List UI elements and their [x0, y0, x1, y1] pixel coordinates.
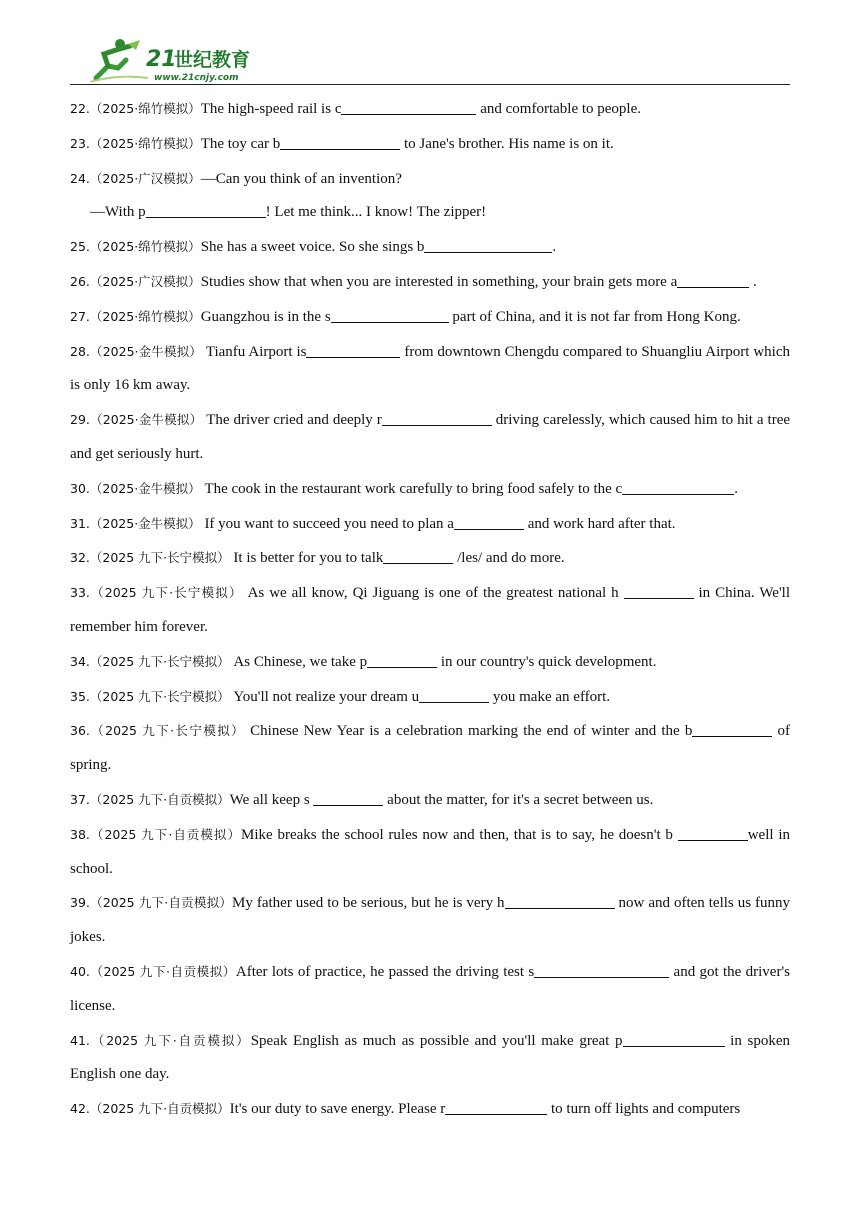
question-text: The cook in the restaurant work carefully to bring food safely to the c	[200, 480, 623, 497]
answer-blank[interactable]	[534, 963, 669, 978]
question-text: The driver cried and deeply r	[202, 412, 382, 429]
question-source: （2025·金牛模拟）	[89, 480, 201, 496]
question-source: （2025·金牛模拟）	[89, 412, 203, 428]
answer-blank[interactable]	[622, 480, 734, 495]
question-source: （2025 九下·自贡模拟）	[89, 1101, 230, 1117]
question-item	[70, 645, 790, 680]
question-item	[70, 783, 790, 818]
answer-blank[interactable]	[367, 653, 437, 668]
question-number: 41.	[70, 1032, 90, 1048]
question-source: （2025·金牛模拟）	[89, 343, 202, 359]
question-item	[70, 230, 790, 265]
question-source: （2025·绵竹模拟）	[89, 308, 201, 324]
question-text-after: and comfortable to people.	[476, 101, 642, 117]
answer-blank[interactable]	[505, 894, 615, 909]
question-source: （2025 九下·长宁模拟）	[89, 688, 230, 704]
question-source: （2025 九下·自贡模拟）	[89, 826, 241, 842]
question-source: （2025·绵竹模拟）	[89, 239, 201, 255]
question-item	[70, 541, 790, 576]
question-text: Tianfu Airport is	[201, 343, 307, 360]
question-text: After lots of practice, he passed the driving test s	[235, 963, 535, 980]
question-number: 32.	[70, 550, 90, 566]
question-text: Guangzhou is in the s	[200, 308, 331, 325]
question-text: We all keep s	[229, 791, 314, 808]
question-text: Speak English as much as possible and you'll make great p	[250, 1032, 623, 1049]
answer-blank[interactable]	[624, 584, 694, 599]
question-text: You'll not realize your dream u	[229, 688, 420, 705]
page-header	[70, 36, 790, 86]
question-item	[70, 403, 790, 472]
question-item	[70, 1092, 790, 1127]
question-text: She has a sweet voice. So she sings b	[200, 239, 425, 256]
question-text-after: .	[552, 239, 557, 256]
answer-blank[interactable]	[331, 308, 449, 323]
question-item	[70, 265, 790, 300]
question-item	[70, 507, 790, 542]
question-item	[70, 335, 790, 404]
question-list	[70, 92, 790, 1127]
svg-text:21: 21	[146, 47, 177, 72]
question-number: 30.	[70, 480, 90, 496]
question-source: （2025·绵竹模拟）	[89, 101, 201, 116]
question-text-after: well in school.	[70, 826, 790, 877]
question-text: It's our duty to save energy. Please r	[229, 1101, 446, 1118]
question-item	[70, 1024, 790, 1093]
header-rule	[70, 84, 790, 85]
question-text-after: /les/ and do more.	[453, 550, 565, 567]
question-number: 26.	[70, 273, 90, 289]
question-source: （2025 九下·自贡模拟）	[89, 791, 230, 807]
question-text-after: from downtown Chengdu compared to Shuangliu Airport which is only 16 km away.	[70, 343, 790, 394]
question-text-after: and work hard after that.	[523, 515, 676, 532]
question-item	[70, 127, 790, 162]
question-text-after: to Jane's brother. His name is on it.	[400, 135, 614, 152]
question-text-after: you make an effort.	[489, 688, 611, 705]
question-source: （2025 九下·长宁模拟）	[89, 550, 230, 566]
question-text: The high-speed rail is c	[200, 101, 342, 117]
svg-text:世纪教育: 世纪教育	[174, 49, 251, 71]
question-source: （2025 九下·长宁模拟）	[89, 585, 243, 601]
question-text-after: part of China, and it is not far from Hong Kong.	[448, 308, 741, 325]
question-source: （2025 九下·长宁模拟）	[89, 653, 230, 669]
question-text-after: in spoken English one day.	[70, 1032, 790, 1083]
question-number: 23.	[70, 135, 90, 151]
question-text-after: in our country's quick development.	[437, 653, 657, 670]
question-text-after: now and often tells us funny jokes.	[70, 895, 791, 946]
question-text-after: to turn off lights and computers	[547, 1101, 741, 1118]
answer-blank[interactable]	[454, 515, 524, 530]
question-item	[70, 300, 790, 335]
question-source: （2025·绵竹模拟）	[89, 135, 201, 151]
question-item	[70, 955, 790, 1024]
question-source: （2025 九下·长宁模拟）	[89, 723, 246, 739]
question-item	[70, 714, 790, 783]
answer-blank[interactable]	[280, 135, 400, 150]
question-source: （2025·广汉模拟）	[89, 170, 201, 186]
answer-blank[interactable]	[419, 688, 489, 703]
21cnjy-logo	[88, 38, 258, 82]
question-source: （2025 九下·自贡模拟）	[89, 1032, 251, 1048]
question-item	[70, 818, 790, 887]
question-text: Mike breaks the school rules now and then, that is to say, he doesn't b	[241, 826, 678, 843]
question-item	[70, 196, 790, 230]
question-text: As we all know, Qi Jiguang is one of the greatest national h	[242, 585, 624, 602]
answer-blank[interactable]	[677, 273, 749, 288]
question-item	[70, 472, 790, 507]
question-text-after: and got the driver's license.	[70, 963, 790, 1014]
question-number: 29.	[70, 412, 90, 428]
question-number: 38.	[70, 826, 90, 842]
question-number: 27.	[70, 308, 90, 324]
question-source: （2025 九下·自贡模拟）	[89, 963, 236, 979]
question-number: 34.	[70, 653, 90, 669]
question-number: 24.	[70, 170, 90, 186]
question-text: As Chinese, we take p	[229, 653, 368, 670]
question-text: —Can you think of an invention?	[200, 170, 402, 187]
question-item	[70, 162, 790, 197]
svg-text:www.21cnjy.com: www.21cnjy.com	[154, 73, 239, 82]
answer-blank[interactable]	[424, 238, 552, 253]
question-text: —With p	[90, 204, 146, 221]
answer-blank[interactable]	[146, 203, 266, 218]
question-text: Studies show that when you are interested in something, your brain gets more a	[200, 273, 678, 290]
question-number: 25.	[70, 239, 90, 255]
question-number: 22.	[70, 101, 90, 116]
question-number: 42.	[70, 1101, 90, 1117]
question-text-after: .	[734, 480, 738, 497]
question-text-after: driving carelessly, which caused him to hit a tree and get seriously hurt.	[70, 412, 791, 462]
question-number: 35.	[70, 688, 90, 704]
question-number: 33.	[70, 585, 90, 601]
question-text: My father used to be serious, but he is very h	[232, 895, 505, 912]
question-text: If you want to succeed you need to plan a	[200, 515, 454, 532]
question-item	[70, 886, 790, 955]
question-text: Chinese New Year is a celebration marking the end of winter and the b	[245, 723, 693, 740]
answer-blank[interactable]	[623, 1032, 725, 1047]
question-source: （2025·广汉模拟）	[89, 273, 201, 289]
answer-blank[interactable]	[692, 722, 772, 737]
question-item	[70, 92, 790, 127]
question-number: 37.	[70, 791, 90, 807]
question-text: It is better for you to talk	[229, 550, 384, 567]
question-text-after: about the matter, for it's a secret between us.	[383, 791, 654, 808]
question-item	[70, 680, 790, 715]
question-number: 36.	[70, 723, 90, 739]
question-number: 40.	[70, 963, 90, 979]
answer-blank[interactable]	[678, 826, 748, 841]
answer-blank[interactable]	[445, 1100, 547, 1115]
answer-blank[interactable]	[306, 343, 400, 358]
question-number: 39.	[70, 895, 90, 911]
answer-blank[interactable]	[313, 791, 383, 806]
answer-blank[interactable]	[341, 100, 476, 115]
question-text-after: .	[749, 273, 757, 290]
question-source: （2025 九下·自贡模拟）	[89, 895, 233, 911]
question-text-after: of spring.	[70, 723, 791, 774]
answer-blank[interactable]	[382, 411, 492, 426]
question-text-after: ! Let me think... I know! The zipper!	[265, 204, 487, 221]
answer-blank[interactable]	[383, 549, 453, 564]
question-number: 28.	[70, 343, 90, 359]
question-text-after: in China. We'll remember him forever.	[70, 585, 790, 635]
question-item	[70, 576, 790, 645]
question-source: （2025·金牛模拟）	[89, 515, 201, 531]
runner-icon	[90, 39, 148, 82]
question-text: The toy car b	[200, 135, 281, 152]
question-number: 31.	[70, 515, 90, 531]
